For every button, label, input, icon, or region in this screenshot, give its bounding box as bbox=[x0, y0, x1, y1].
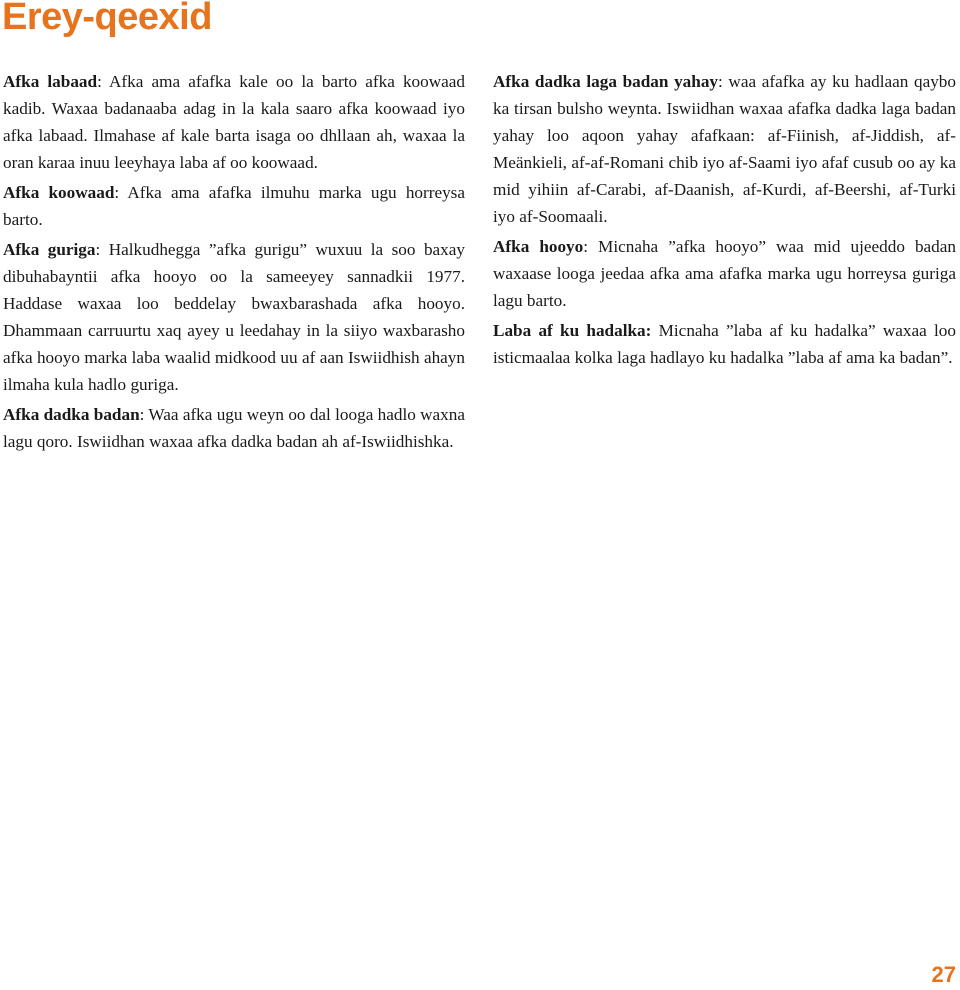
definition-text: Micnaha ”laba af ku hadalka” waxaa loo isticmaalaa kolka laga hadlayo ku hadalka ”laba af ama ka badan”. bbox=[493, 321, 956, 367]
definition-text: : Afka ama afafka ilmuhu marka ugu horreysa barto. bbox=[3, 183, 465, 229]
definition-term: Afka hooyo bbox=[493, 237, 584, 256]
page-number: 27 bbox=[931, 962, 956, 987]
definition-text: : Waa afka ugu weyn oo dal looga hadlo waxna lagu qoro. Iswiidhan waxaa afka dadka badan ah af-Iswiidhishka. bbox=[3, 405, 465, 451]
definition-text: : Micnaha ”afka hooyo” waa mid ujeeddo badan waxaase looga jeedaa afka ama afafka marka ugu horreysa guriga lagu barto. bbox=[493, 237, 956, 310]
definition-term: Afka guriga bbox=[3, 240, 96, 259]
definition-term: Laba af ku hadalka: bbox=[493, 321, 652, 340]
definition-entry bbox=[493, 317, 956, 371]
definition-entry bbox=[3, 401, 465, 455]
definition-term: Afka labaad bbox=[3, 72, 98, 91]
definition-text: : Halkudhegga ”afka gurigu” wuxuu la soo baxay dibuhabayntii afka hooyo oo la sameeyey sannadkii 1977. Haddase waxaa loo beddelay bwaxbarashada afka hooyo. Dhammaan carruurtu xaq ayey u leedahay in la siiyo waxbarasho afka hooyo marka laba waalid midkood uu af aan Iswiidhish ahayn ilmaha kula hadlo guriga. bbox=[3, 240, 465, 394]
definition-entry bbox=[3, 179, 465, 233]
definition-entry bbox=[493, 233, 956, 314]
definition-entry bbox=[3, 68, 465, 176]
left-column bbox=[3, 68, 465, 458]
definition-term: Afka koowaad bbox=[3, 183, 115, 202]
right-column bbox=[493, 68, 956, 374]
definition-text: : Afka ama afafka kale oo la barto afka koowaad kadib. Waxaa badanaaba adag in la kala saaro afka koowaad iyo afka labaad. Ilmahase af kale barta isaga oo dhllaan ah, waxaa la oran karaa inuu leeyhaya laba af oo koowaad. bbox=[3, 72, 465, 172]
definition-text: : waa afafka ay ku hadlaan qaybo ka tirsan bulsho weynta. Iswiidhan waxaa afafka dadka laga badan yahay loo aqoon yahay afafkaan: af-Fiinish, af-Jiddish, af-Meänkieli, af-af-Romani chib iyo af-Saami iyo afaf cusub oo ay ka mid yihiin af-Carabi, af-Daanish, af-Kurdi, af-Beershi, af-Turki iyo af-Soomaali. bbox=[493, 72, 956, 226]
definition-term: Afka dadka laga badan yahay bbox=[493, 72, 719, 91]
page-title: Erey-qeexid bbox=[2, 0, 212, 38]
definition-entry bbox=[493, 68, 956, 230]
definition-entry bbox=[3, 236, 465, 398]
definition-term: Afka dadka badan bbox=[3, 405, 140, 424]
